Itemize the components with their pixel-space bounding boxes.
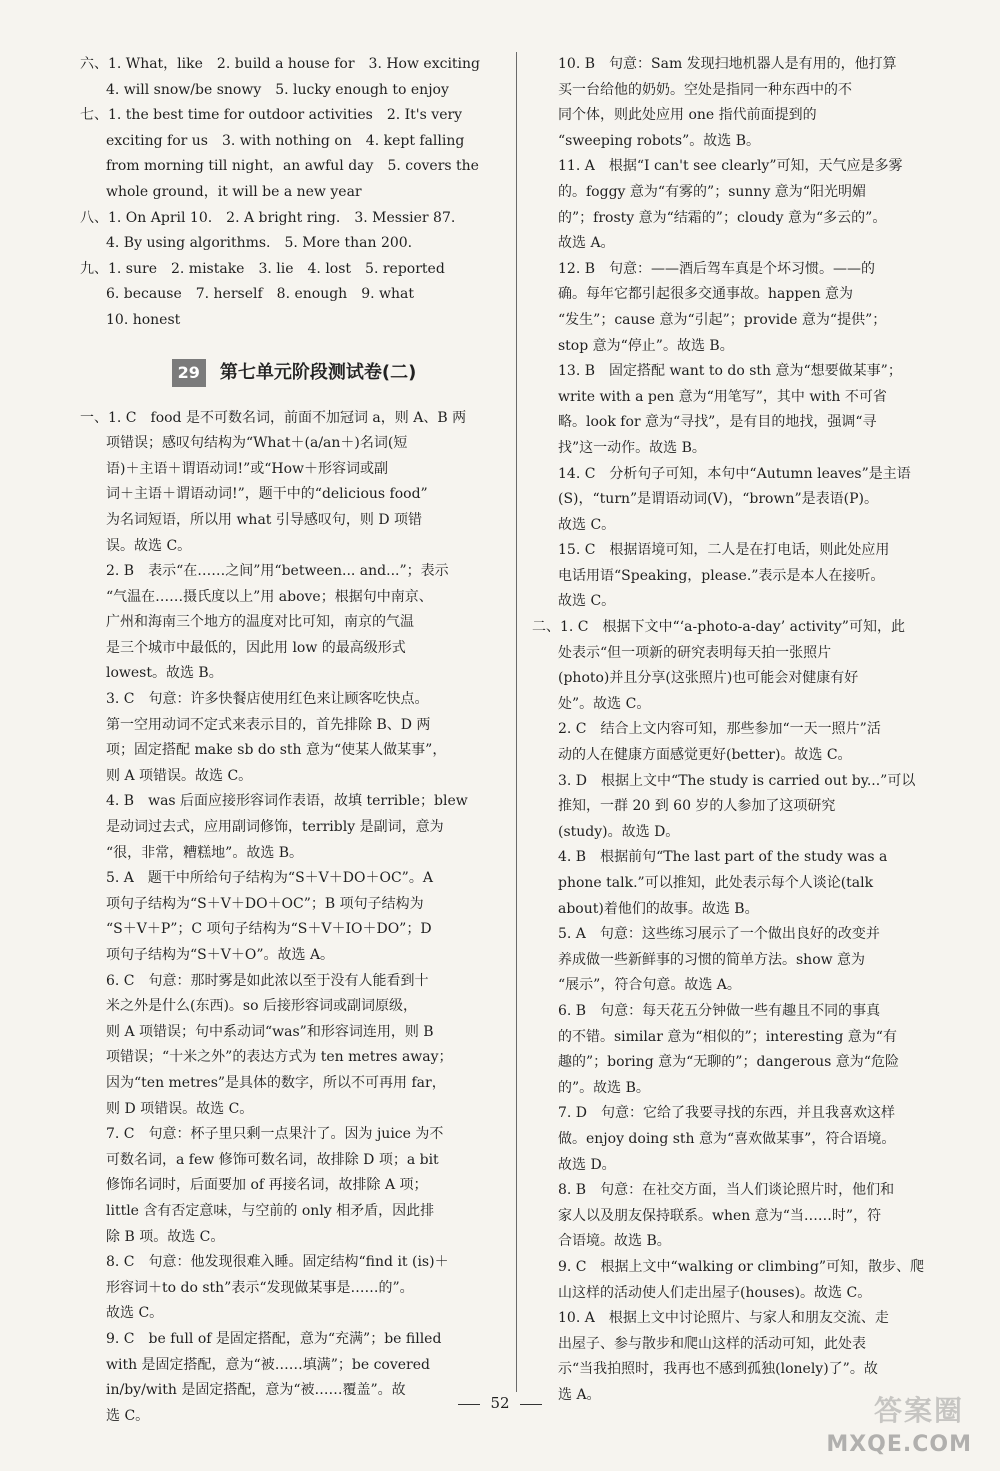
text-line: 动的人在健康方面感觉更好(better)。故选 C。 [558, 747, 852, 764]
text-line: in/by/with 是固定搭配，意为“被……覆盖”。故 [106, 1382, 406, 1399]
text-line: 一、1. C food 是不可数名词，前面不加冠词 a，则 A、B 两 [80, 409, 467, 426]
text-line: 确。每年它都引起很多交通事故。happen 意为 [558, 286, 854, 303]
text-line: “很，非常，糟糕地”。故选 B。 [106, 844, 304, 861]
text-line: 项句子结构为“S＋V＋DO＋OC”；B 项句子结构为 [106, 895, 424, 912]
text-line: phone talk.”可以推知，此处表示每个人谈论(talk [558, 875, 874, 891]
text-line: 找”这一动作。故选 B。 [558, 439, 706, 456]
text-line: 推知，一群 20 到 60 岁的人参加了这项研究 [558, 798, 836, 815]
text-line: 故选 D。 [558, 1156, 616, 1173]
text-line: 4. By using algorithms. 5. More than 200. [106, 235, 413, 252]
page-dash-right [520, 1404, 542, 1405]
text-line: 合语境。故选 B。 [558, 1233, 671, 1250]
answer-block-right [532, 52, 956, 1408]
text-line: 为名词短语，所以用 what 引导感叹句，则 D 项错 [106, 511, 422, 528]
text-line: exciting for us 3. with nothing on 4. kept falling [106, 132, 465, 149]
text-line: 13. B 固定搭配 want to do sth 意为“想要做某事”； [558, 363, 902, 380]
text-line: 买一台给他的奶奶。空处是指同一种东西中的不 [558, 81, 852, 98]
text-line: 除 B 项。故选 C。 [106, 1228, 225, 1245]
text-line: 4. will snow/be snowy 5. lucky enough to enjoy [106, 81, 449, 98]
text-line: (photo)并且分享(这张照片)也可能会对健康有好 [558, 670, 859, 687]
section-title: 第七单元阶段测试卷(二) [219, 361, 417, 383]
text-line: 山这样的活动使人们走出屋子(houses)。故选 C。 [558, 1284, 872, 1301]
text-line: 14. C 分析句子可知，本句中“Autumn leaves”是主语 [558, 465, 911, 482]
text-line: 做。enjoy doing sth 意为“喜欢做某事”，符合语境。 [558, 1130, 896, 1147]
text-line: 8. B 句意：在社交方面，当人们谈论照片时，他们和 [558, 1182, 895, 1199]
text-line: 第一空用动词不定式来表示目的，首先排除 B、D 两 [106, 716, 431, 733]
text-line: write with a pen 意为“用笔写”，其中 with 不可省 [558, 388, 887, 405]
text-line: 11. A 根据“I can't see clearly”可知，天气应是多雾 [558, 158, 903, 175]
text-line: whole ground，it will be a new year [106, 183, 362, 200]
text-line: (study)。故选 D。 [558, 823, 680, 840]
text-line: 4. B was 后面应接形容词作表语，故填 terrible；blew [106, 793, 468, 810]
text-line: 处”。故选 C。 [558, 695, 651, 712]
text-line: 6. because 7. herself 8. enough 9. what [106, 286, 414, 303]
text-line: 12. B 句意：——酒后驾车真是个坏习惯。——的 [558, 260, 876, 277]
section-header [80, 356, 508, 390]
text-line: 则 A 项错误。故选 C。 [106, 767, 253, 784]
text-line: 5. A 句意：这些练习展示了一个做出良好的改变并 [558, 926, 880, 943]
text-line: lowest。故选 B。 [106, 665, 223, 682]
text-line: 9. C 根据上文中“walking or climbing”可知，散步、爬 [558, 1258, 925, 1275]
answer-block-explanations [80, 406, 508, 1430]
text-line: 六、1. What，like 2. build a house for 3. How exciting [80, 56, 481, 72]
text-line: 10. honest [106, 311, 181, 328]
text-line: 6. B 句意：每天花五分钟做一些有趣且不同的事真 [558, 1002, 881, 1019]
text-line: 15. C 根据语境可知，二人是在打电话，则此处应用 [558, 542, 890, 559]
page-number-text: 52 [490, 1394, 510, 1412]
text-line: 项错误；感叹句结构为“What＋(a/an＋)名词(短 [106, 435, 408, 452]
text-line: 8. C 句意：他发现很难入睡。固定结构“find it (is)＋ [106, 1254, 449, 1271]
text-line: 10. B 句意：Sam 发现扫地机器人是有用的，他打算 [558, 56, 897, 72]
text-line: “sweeping robots”。故选 B。 [558, 132, 760, 149]
text-line: “气温在……摄氏度以上”用 above；根据句中南京、 [106, 588, 433, 605]
text-line: 9. C be full of 是固定搭配，意为“充满”；be filled [106, 1330, 442, 1347]
text-line: stop 意为“停止”。故选 B。 [558, 337, 734, 354]
text-line: 2. B 表示“在……之间”用“between... and...”；表示 [106, 563, 449, 580]
text-line: 形容词＋to do sth”表示“发现做某事是……的”。 [106, 1279, 414, 1296]
column-divider [516, 52, 517, 1392]
text-line: 故选 A。 [558, 235, 615, 252]
text-line: 5. A 题干中所给句子结构为“S＋V＋DO＋OC”。A [106, 870, 433, 887]
text-line: 八、1. On April 10. 2. A bright ring. 3. Messier 87. [80, 209, 456, 226]
text-line: (S)，“turn”是谓语动词(V)，“brown”是表语(P)。 [558, 491, 878, 508]
text-line: from morning till night，an awful day 5. covers the [106, 158, 479, 175]
text-line: 选 A。 [558, 1386, 601, 1403]
text-line: 是动词过去式，应用副词修饰，terribly 是副词，意为 [106, 819, 444, 836]
text-line: 6. C 句意：那时雾是如此浓以至于没有人能看到十 [106, 972, 429, 989]
text-line: 故选 C。 [106, 1305, 164, 1322]
text-line: 米之外是什么(东西)。so 后接形容词或副词原级， [106, 998, 417, 1015]
text-line: 项句子结构为“S＋V＋O”。故选 A。 [106, 947, 335, 963]
text-line: 略。look for 意为“寻找”，是有目的地找，强调“寻 [558, 414, 877, 431]
text-line: 3. D 根据上文中“The study is carried out by...”可以 [558, 772, 916, 789]
text-line: 的。foggy 意为“有雾的”；sunny 意为“阳光明媚 [558, 183, 866, 200]
text-line: 故选 C。 [558, 593, 616, 610]
text-line: 家人以及朋友保持联系。when 意为“当……时”，符 [558, 1207, 882, 1224]
text-line: 九、1. sure 2. mistake 3. lie 4. lost 5. reported [80, 260, 445, 277]
text-line: 同个体，则此处应用 one 指代前面提到的 [558, 107, 817, 124]
text-line: 的”；frosty 意为“结霜的”；cloudy 意为“多云的”。 [558, 209, 887, 226]
text-line: “S＋V＋P”；C 项句子结构为“S＋V＋IO＋DO”；D [106, 921, 432, 938]
text-line: with 是固定搭配，意为“被……填满”；be covered [106, 1356, 430, 1373]
text-line: “发生”；cause 意为“引起”；provide 意为“提供”； [558, 311, 887, 328]
text-line: 项；固定搭配 make sb do sth 意为“使某人做某事”， [106, 742, 447, 759]
text-line: 则 D 项错误。故选 C。 [106, 1100, 254, 1117]
text-line: 故选 C。 [558, 516, 616, 533]
text-line: 词＋主语＋谓语动词!”，题干中的“delicious food” [106, 486, 428, 503]
text-line: 的”。故选 B。 [558, 1079, 650, 1096]
text-line: 10. A 根据上文中讨论照片、与家人和朋友交流、走 [558, 1310, 889, 1327]
left-column [80, 52, 508, 1429]
watermark-logo [826, 1391, 984, 1463]
text-line: 出屋子、参与散步和爬山这样的活动可知，此处表 [558, 1335, 866, 1352]
watermark-url: MXQE.COM [826, 1432, 972, 1457]
text-line: 广州和海南三个地方的温度对比可知，南京的气温 [106, 614, 414, 631]
text-line: 电话用语“Speaking，please.”表示是本人在接听。 [558, 567, 885, 584]
text-line: 则 A 项错误；句中系动词“was”和形容词连用，则 B [106, 1023, 434, 1040]
text-line: “展示”，符合句意。故选 A。 [558, 977, 741, 994]
text-line: 语)＋主语＋谓语动词!”或“How＋形容词或副 [106, 460, 389, 477]
text-line: 养成做一些新鲜事的习惯的简单方法。show 意为 [558, 951, 866, 968]
text-line: 7. C 句意：杯子里只剩一点果汁了。因为 juice 为不 [106, 1126, 444, 1143]
text-line: 误。故选 C。 [106, 537, 192, 554]
text-line: 是三个城市中最低的，因此用 low 的最高级形式 [106, 639, 406, 656]
text-line: little 含有否定意味，与空前的 only 相矛盾，因此排 [106, 1202, 435, 1219]
text-line: 的不错。similar 意为“相似的”；interesting 意为“有 [558, 1028, 897, 1045]
text-line: 趣的”；boring 意为“无聊的”；dangerous 意为“危险 [558, 1054, 899, 1071]
text-line: 可数名词，a few 修饰可数名词，故排除 D 项；a bit [106, 1151, 439, 1168]
text-line: 7. D 句意：它给了我要寻找的东西，并且我喜欢这样 [558, 1105, 896, 1122]
text-line: 3. C 句意：许多快餐店使用红色来让顾客吃快点。 [106, 691, 429, 708]
text-line: 七、1. the best time for outdoor activities 2. It's very [80, 107, 463, 124]
text-line: 修饰名词时，后面要加 of 再接名词，故排除 A 项； [106, 1177, 428, 1194]
text-line: 因为“ten metres”是具体的数字，所以不可再用 far， [106, 1074, 446, 1091]
text-line: 项错误；“十米之外”的表达方式为 ten metres away； [106, 1049, 453, 1066]
text-line: 4. B 根据前句“The last part of the study was a [558, 849, 888, 866]
text-line: 选 C。 [106, 1407, 150, 1424]
text-line: 2. C 结合上文内容可知，那些参加“一天一照片”活 [558, 721, 881, 738]
section-number: 29 [172, 359, 206, 387]
text-line: about)着他们的故事。故选 B。 [558, 900, 759, 917]
text-line: 二、1. C 根据下文中“‘a-photo-a-day’ activity”可知，此 [532, 619, 905, 636]
right-column [532, 52, 956, 1408]
text-line: 处表示“但一项新的研究表明每天拍一张照片 [558, 644, 832, 661]
text-line: 示“当我拍照时，我再也不感到孤独(lonely)了”。故 [558, 1361, 878, 1378]
answer-block-top [80, 52, 508, 334]
page-dash-left [458, 1404, 480, 1405]
watermark-cn: 答案圈 [873, 1394, 964, 1427]
